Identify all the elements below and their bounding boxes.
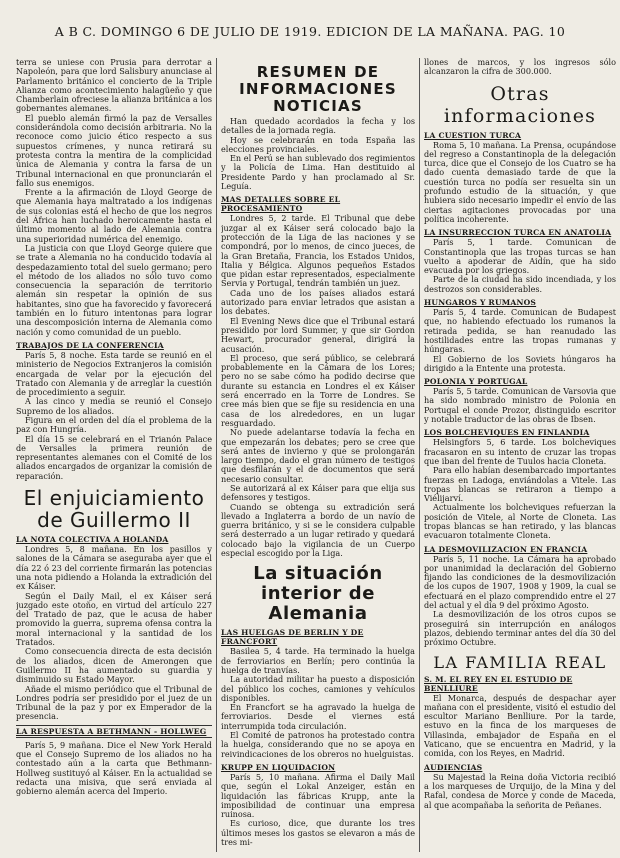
- paragraph: Parte de la ciudad ha sido incendiada, y los destrozos son considerables.: [424, 274, 616, 294]
- paragraph: Hoy se celebrarán en toda España las elecciones provinciales.: [221, 134, 415, 154]
- paragraph: El proceso, que será público, se celebrará probablemente en la Cámara de los Lores; pero no se sabe cómo ha podido decirse que durante su estancia en Londres el ex Káiser será encerrado en la Torre de Londres. Se cree más bien que se fije su residencia en una casa de los alrededores, en un lugar resguardado.: [221, 352, 415, 428]
- paragraph: La autoridad militar ha puesto a disposición del público los coches, camiones y vehículos disponibles.: [221, 674, 415, 703]
- paragraph: París 5, 9 mañana. Dice el New York Herald que el Consejo Supremo de los aliados no ha contestado aún a la carta que Bethmann-Hollweg sustituyó al Káiser. En la actualidad se redacta una misiva, que será enviada al gobierno alemán acerca del Imperio.: [16, 739, 212, 797]
- summary-title: RESUMEN DE INFORMACIONES NOTICIAS: [239, 63, 397, 115]
- paragraph: Se autorizará al ex Káiser para que elija sus defensores y testigos.: [221, 482, 415, 503]
- paragraph: París 5, 10 mañana. Afirma el Daily Mail que, según el Lokal Anzeiger, están en liquidación las fábricas Krupp, ante la imposibilidad de continuar una empresa ruinosa.: [221, 771, 415, 820]
- section-title: Otras informaciones: [443, 82, 597, 127]
- paragraph: No puede adelantarse todavía la fecha en que empezarán los debates; pero se cree que será antes de invierno y que se prolongarán largo tiempo, dado el gran número de testigos que desfilarán y el de documentos que será necesario consultar.: [221, 427, 415, 484]
- section-heading: LA DESMOVILIZACION EN FRANCIA: [424, 544, 588, 554]
- paragraph: Para ello habían desembarcado importantes fuerzas en Ladoga, enviándolas a Vitele. Las tropas blancas se retiraron a tiempo a Viélijarví.: [424, 465, 616, 504]
- section-heading: LA NOTA COLECTIVA A HOLANDA: [16, 535, 169, 545]
- paragraph: Helsingfors 5, 6 tarde. Los bolcheviques fracasaron en su intento de cruzar las tropas que iban del frente de Tuulos hacia Cloneta.: [424, 437, 616, 466]
- paragraph: Añade el mismo periódico que el Tribunal de Londres podría ser presidido por el juez de un Tribunal de la paz y por ex Emperador de la presencia.: [16, 683, 212, 722]
- section-heading: LA CUESTION TURCA: [424, 130, 522, 140]
- paragraph: llones de marcos, y los ingresos sólo alcanzaron la cifra de 300.000.: [424, 58, 616, 77]
- section-heading: AUDIENCIAS: [424, 762, 483, 772]
- paragraph: El día 15 se celebrará en el Trianón Palace de Versalles la primera reunión de representantes alemanes con el Comité de los aliados encargados de organizar la comisión de reparación.: [16, 433, 212, 481]
- section-heading: HUNGAROS Y RUMANOS: [424, 298, 537, 308]
- section-heading: LAS HUELGAS DE BERLIN Y DE FRANCFORT: [221, 628, 364, 647]
- paragraph: Actualmente los bolcheviques refuerzan la posición de Vitele, al Norte de Cloneta. Las tropas blancas se han retirado, y las blancas evacuaron totalmente Cloneta.: [424, 502, 616, 541]
- section-heading: POLONIA Y PORTUGAL: [424, 377, 528, 387]
- paragraph: En Francfort se ha agravado la huelga de ferroviarios. Desde el viernes está interrumpida toda circulación.: [221, 702, 415, 731]
- section-heading: KRUPP EN LIQUIDACION: [221, 762, 336, 772]
- paragraph: El Gobierno de los Soviets húngaros ha dirigido a la Entente una protesta.: [424, 353, 616, 373]
- section-heading: S. M. EL REY EN EL ESTUDIO DE BENLLIURE: [424, 674, 573, 693]
- paragraph: El Monarca, después de despachar ayer mañana con el presidente, visitó el estudio del escultor Mariano Benlliure. Por la tarde, estuvo en la finca de los marqueses de Villasinda, embajador de España en el Vaticano, que se encuentra en Madrid, y la comida, con los Reyes, en Madrid.: [424, 692, 616, 759]
- section-heading: LA INSURRECCION TURCA EN ANATOLIA: [424, 228, 612, 238]
- paragraph: Frente a la afirmación de Lloyd George de que Alemania haya maltratado a los indígenas de sus colonias está el hecho de que los negros del África han luchado heroicamente hasta el último momento al lado de Alemania contra una superioridad numérica del enemigo.: [16, 187, 212, 244]
- page-header: A B C. DOMINGO 6 DE JULIO DE 1919. EDICION DE LA MAÑANA. PAG. 10: [54, 24, 566, 39]
- paragraph: París 5, 11 noche. La Cámara ha aprobado por unanimidad la declaración del Gobierno fijando las condiciones de la desmovilización de los cupos de 1907, 1908 y 1909, la cual se efectuará en el plazo comprendido entre el 27 del actual y el día 9 del próximo Agosto.: [424, 553, 616, 611]
- paragraph: Londres 5, 2 tarde. El Tribunal que debe juzgar al ex Káiser será colocado bajo la protección de la Liga de las naciones y se compondrá, por lo menos, de cinco jueces, de la Gran Bretaña, Francia, los Estados Unidos, Italia y Bélgica. Algunos pequeños Estados que pidan estar representados, especialmente Servia y Portugal, tendrán también un juez.: [221, 213, 415, 289]
- paragraph: terra se uniese con Prusia para derrotar a Napoleón, para que lord Salisbury anunciase al Parlamento británico el concierto de la Triple Alianza como acontecimiento halagüeño y que Chamberlain ofreciese la alianza británica a los gobernantes alemanes.: [16, 58, 212, 114]
- paragraph: Según el Daily Mail, el ex Káiser será juzgado este otoño, en virtud del artículo 227 del Tratado de paz, que le acusa de haber promovido la guerra, suprema ofensa contra la moral internacional y la santidad de los Tratados.: [16, 590, 212, 648]
- paragraph: Londres 5, 8 mañana. En los pasillos y salones de la Cámara se aseguraba ayer que el día 22 ó 23 del corriente firmarán las potencias una nota pidiendo a Holanda la extradición del ex Káiser.: [16, 544, 212, 592]
- column-rule: [419, 58, 420, 852]
- paragraph: En el Perú se han sublevado dos regimientos y la Policía de Lima. Han destituido al Presidente Pardo y han proclamado al Sr. Leguía.: [221, 153, 415, 192]
- column-left: [16, 58, 212, 854]
- column-rule: [216, 58, 217, 852]
- section-heading: TRABAJOS DE LA CONFERENCIA: [16, 340, 164, 350]
- paragraph: París 5, 4 tarde. Comunican de Budapest que, no habiendo efectuado los rumanos la retirada pedida, se han reanudado las hostilidades entre las tropas rumanas y húngaras.: [424, 307, 616, 355]
- paragraph: Como consecuencia directa de esta decisión de los aliados, dicen de Amerongen que Guillermo II ha aumentado su guardia y disminuido su Estado Mayor.: [16, 646, 212, 685]
- paragraph: Basilea 5, 4 tarde. Ha terminado la huelga de ferroviarios en Berlín; pero continúa la huelga de tranvías.: [221, 646, 415, 675]
- paragraph: París 5, 1 tarde. Comunican de Constantinopla que las tropas turcas se han vuelto a apoderar de Aidín, que ha sido evacuada por los griegos.: [424, 237, 616, 276]
- paragraph: Es curioso, dice, que durante los tres últimos meses los gastos se elevaron a más de tres mi-: [221, 818, 415, 847]
- paragraph: El Comité de patronos ha protestado contra la huelga, considerando que no se apoya en reivindicaciones de los obreros no huelguistas.: [221, 730, 415, 759]
- paragraph: A las cinco y media se reunió el Consejo Supremo de los aliados.: [16, 396, 212, 416]
- paragraph: Su Majestad la Reina doña Victoria recibió a los marqueses de Urquijo, de la Mina y del Rafal, condesa de Morce y conde de Maceda, al que acompañaba la señorita de Peñanes.: [424, 771, 616, 810]
- paragraph: París 5, 5 tarde. Comunican de Varsovia que ha sido nombrado ministro de Polonia en Portugal el conde Prozor, distinguido escritor y notable traductor de las obras de Ibsen.: [424, 386, 616, 425]
- section-heading: LA RESPUESTA A BETHMANN - HOLLWEG: [16, 725, 212, 738]
- paragraph: Cada uno de los países aliados estará autorizado para enviar letrados que asistan a los debates.: [221, 287, 415, 317]
- section-heading: LOS BOLCHEVIQUES EN FINLANDIA: [424, 428, 590, 438]
- column-right: [424, 58, 616, 854]
- column-middle: [221, 58, 415, 854]
- article-title: La situación interior de Alemania: [253, 563, 383, 625]
- section-title: LA FAMILIA REAL: [433, 652, 607, 672]
- paragraph: París 5, 8 noche. Esta tarde se reunió en el ministerio de Negocios Extranjeros la comisión encargada de velar por la ejecución del Tratado con Alemania y de arreglar la cuestión de procedimiento a seguir.: [16, 349, 212, 398]
- paragraph: El pueblo alemán firmó la paz de Versalles considerándola como decisión arbitraria. No la reconoce como juicio ético respecto a sus supuestos crímenes, y nunca retirará su protesta contra la mentira de la complicidad única de Alemania y contra la farsa de un Tribunal internacional en que pronunciarán el fallo sus enemigos.: [16, 112, 212, 188]
- paragraph: Figura en el orden del día el problema de la paz con Hungría.: [16, 414, 212, 435]
- paragraph: El Evening News dice que el Tribunal estará presidido por lord Summer, y que sir Gordon Hewart, procurador general, dirigirá la acusación.: [221, 315, 415, 354]
- paragraph: Han quedado acordados la fecha y los detalles de la jornada regia.: [221, 116, 415, 136]
- paragraph: La desmovilización de los otros cupos se proseguirá sin interrupción en análogos plazos, debiendo terminar antes del día 30 del próximo Octubre.: [424, 609, 616, 648]
- paragraph: La justicia con que Lloyd George quiere que se trate a Alemania no ha conducido todavía al despedazamiento total del suelo germano; pero el método de los aliados no sólo tuvo como consecuencia la separación de territorio alemán sin respetar la opinión de sus habitantes, sino que ha favorecido y favorecerá también en lo futuro intentonas para lograr una descomposición interna de Alemania como nación y como comunidad de un pueblo.: [16, 242, 212, 337]
- article-title: El enjuiciamiento de Guillermo II: [23, 486, 205, 533]
- section-heading: MAS DETALLES SOBRE EL PROCESAMIENTO: [221, 195, 341, 214]
- paragraph: Cuando se obtenga su extradición será llevado a Inglaterra a bordo de un navío de guerra británico, y si se le considera culpable será desterrado a un lugar retirado y quedará colocado bajo la vigilancia de un Cuerpo especial escogido por la Liga.: [221, 501, 415, 559]
- paragraph: Roma 5, 10 mañana. La Prensa, ocupándose del regreso a Constantinopla de la delegación turca, dice que el Consejo de los Cuatro se ha dado cuenta demasiado tarde de que la cuestión turca no podía ser resuelta sin un profundo estudio de la situación, y que hubiera sido necesario impedir el envío de las ciertas agitaciones provocadas por una política incoherente.: [424, 139, 616, 224]
